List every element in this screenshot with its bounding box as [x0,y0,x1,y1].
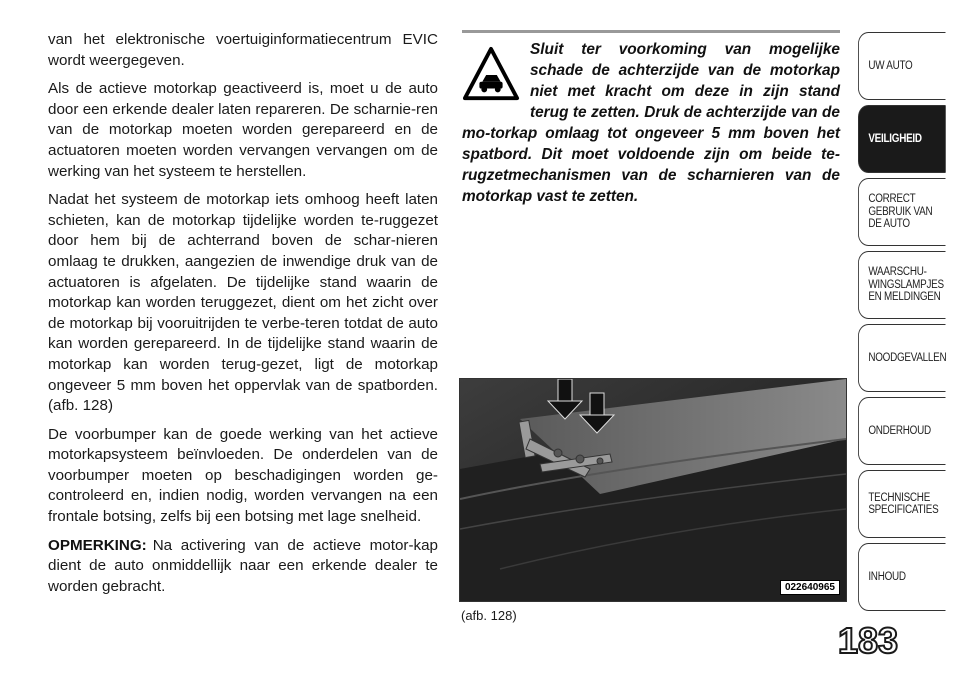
tab-uw-auto[interactable]: UW AUTO [858,32,946,100]
tab-technische-specificaties[interactable]: TECHNISCHE SPECIFICATIES [858,470,946,538]
note-label: OPMERKING: [48,536,147,554]
chapter-tabs [858,32,960,616]
hood-hinge-illustration [460,379,846,601]
note-paragraph [48,536,438,598]
paragraph: van het elektronische voertuiginformatiecentrum EVIC wordt weergegeven. [48,31,438,69]
figure-code: 022640965 [780,580,840,595]
tab-noodgevallen[interactable]: NOODGEVALLEN [858,324,946,392]
divider [462,30,840,33]
tab-waarschuwingslampjes[interactable]: WAARSCHU- WINGSLAMPJES EN MELDINGEN [858,251,946,319]
paragraph: Als de actieve motorkap geactiveerd is, moet u de auto door een erkende dealer laten repareren. De scharnie-ren van de motorkap moeten worden gerepareerd en de actuatoren moeten worden vervangen vervangen om de werking van het systeem te herstellen. [48,80,438,180]
tab-correct-gebruik[interactable]: CORRECT GEBRUIK VAN DE AUTO [858,178,946,246]
warning-box [462,39,840,207]
note-text: Na activering van de actieve motor-kap dient de auto onmiddellijk naar een erkende dealer te worden gebracht. [48,536,438,595]
warning-car-triangle-icon [462,45,520,103]
tab-inhoud[interactable]: INHOUD [858,543,946,611]
page-number: 183 [838,620,899,661]
paragraph: De voorbumper kan de goede werking van het actieve motorkapsysteem beïnvloeden. De onderdelen van de voorbumper moeten op beschadigingen worden ge-controleerd en, indien nodig, worden vervangen na een frontale botsing, zelfs bij een botsing met lage snelheid. [48,425,438,526]
tab-veiligheid[interactable]: VEILIGHEID [858,105,946,173]
warning-text: Sluit ter voorkoming van mogelijke schade de achterzijde van de motorkap niet met kracht om deze in zijn stand terug te zetten. Druk de achterzijde van de mo-torkap omlaag tot ongeveer 5 mm boven het spatbord. Dit moet voldoende zijn om beide te-rugzetmechanismen van de scharnieren van de motorkap vast te zetten. [462,41,840,205]
figure-hood-hinge-photo [459,378,847,602]
figure-caption: (afb. 128) [461,608,517,623]
main-text-column [48,30,438,605]
tab-onderhoud[interactable]: ONDERHOUD [858,397,946,465]
paragraph: Nadat het systeem de motorkap iets omhoog heeft laten schieten, kan de motorkap tijdelijke worden te-ruggezet door hem bij de achterrand boven de schar-nieren omlaag te drukken, aangezien de inwendige druk van de actuatoren is afgelaten. De tijdelijke stand waarin de motorkap kan worden teruggezet, dient om het zicht over de motorkap bij vooruitrijden te verbe-teren totdat de auto kan worden gerepareerd. In de tijdelijke stand waarin de motorkap kan worden terug-gezet, ligt de motorkap ongeveer 5 mm boven het oppervlak van de spatborden. (afb. 128) [48,191,438,415]
warning-column [462,30,840,207]
